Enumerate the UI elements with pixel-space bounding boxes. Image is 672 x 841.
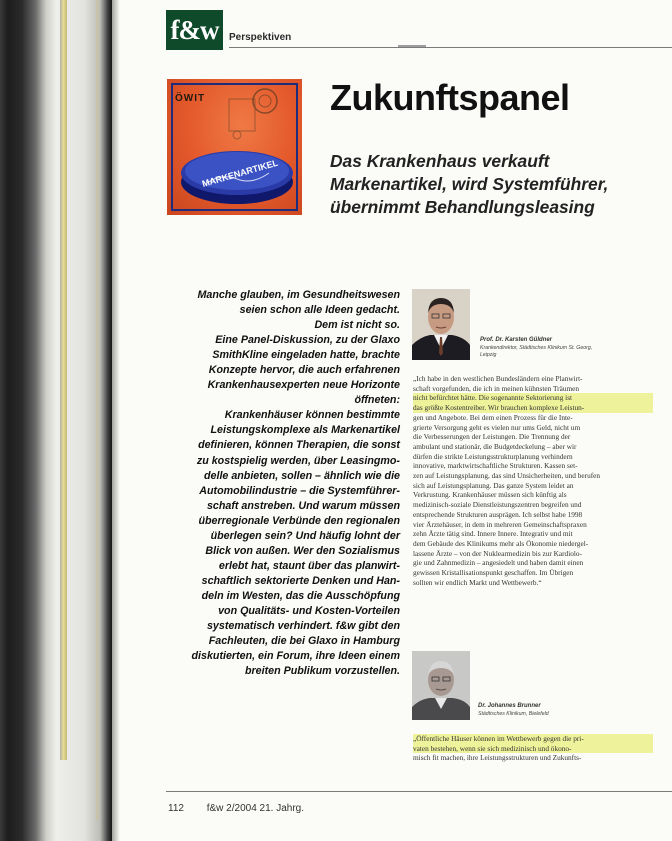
text-line: Dem ist nicht so. — [314, 319, 400, 332]
text-line: vier Ärztehäuser, in dem in mehreren Gemeinschaftspraxen — [413, 519, 587, 529]
text-line: die Verbesserungen der Leistungen. Die Trennung der — [413, 432, 571, 442]
text-line: nicht befürchtet hätte. Die sogenannte Sektorierung ist — [413, 393, 653, 403]
product-tag: ÖWIT — [175, 93, 206, 104]
text-line: SmithKline eingeladen hatte, brachte — [212, 349, 400, 362]
margin-mark — [398, 45, 426, 47]
text-line: Leistungskomplexe als Markenartikel — [210, 424, 400, 437]
text-line: Blick von außen. Wer den Sozialismus — [205, 544, 400, 557]
lead-text — [172, 288, 400, 679]
fw-logo: f&w — [166, 10, 223, 50]
text-line: „Ich habe in den westlichen Bundesländern eine Planwirt- — [413, 374, 583, 383]
text-line: grierte Versorgung geht es vielen nur ums Geld, nicht um — [413, 422, 581, 432]
text-line: delle anbieten, sollen – ähnlich wie die — [204, 469, 400, 482]
text-line: definieren, können Therapien, die sonst — [198, 439, 400, 452]
subtitle-line: Markenartikel, wird Systemführer, — [330, 174, 609, 194]
article-subtitle — [330, 150, 670, 219]
footer — [168, 803, 324, 814]
panelist-name: Prof. Dr. Karsten Güldner — [480, 337, 553, 343]
header-rule — [229, 47, 672, 48]
text-line: zehn Ärzte tätig sind. Innere Innere. Integrativ und mit — [413, 529, 573, 539]
text-line: zen auf Leistungsplanung, das sind Unsicherheiten, und berufen — [413, 471, 601, 481]
article-title: Zukunftspanel — [330, 77, 570, 118]
subtitle-line: übernimmt Behandlungsleasing — [330, 197, 595, 217]
text-line: Verkrustung. Krankenhäuser müssen sich künftig als — [413, 490, 567, 500]
text-line: von Qualitäts- und Kosten-Vorteilen — [218, 604, 400, 617]
text-line: gewissen Kristallisationspunkt geschaffen. Im Übrigen — [413, 568, 574, 578]
text-line: diskutierten, ein Forum, ihre Ideen einem — [191, 650, 400, 663]
role-line: Städtisches Klinikum, Bielefeld — [478, 711, 549, 717]
text-line: Konzepte hervor, die auch erfahrenen — [208, 364, 400, 377]
text-line: gie und Zahnmedizin – angesiedelt und haben damit einen — [413, 558, 584, 568]
panelist-name: Dr. Johannes Brunner — [478, 703, 541, 709]
text-line: deln im Westen, das die Ausschöpfung — [201, 589, 400, 602]
text-line: schaftlich sektorierte Denken und Han- — [201, 574, 400, 587]
text-line: erlebt hat, staunt über das planwirt- — [218, 559, 400, 572]
text-line: das größte Kostentreiber. Wir brauchen komplexe Leistun- — [413, 403, 653, 413]
text-line: überregionale Verbünde den regionalen — [198, 514, 400, 527]
text-line: zu kostspielig werden, über Leasingmo- — [196, 454, 400, 467]
portrait-brunner — [412, 651, 470, 720]
binding-stripe — [60, 0, 67, 760]
text-line: öffneten: — [354, 394, 400, 407]
text-line: systematisch verhindert. f&w gibt den — [206, 620, 400, 633]
panelist-role — [480, 345, 592, 359]
text-line: entsprechende Strukturen ausprägen. Ich selbst habe 1998 — [413, 509, 583, 519]
text-line: schaft anstreben. Und warum müssen — [206, 499, 400, 512]
text-line: schaft vorgefunden, die ich in meinen kühnsten Träumen — [413, 383, 580, 393]
text-line: Manche glauben, im Gesundheitswesen — [197, 289, 400, 301]
footer-rule — [166, 791, 672, 792]
page-shadow — [112, 0, 120, 841]
text-line: überlegen sein? Und häufig lohnt der — [210, 529, 400, 542]
product-illustration — [167, 79, 302, 215]
text-line: gen und Angebote. Bei dem einen Prozess für die Inte- — [413, 412, 573, 422]
text-line: Eine Panel-Diskussion, zu der Glaxo — [215, 334, 400, 347]
text-line: medizinisch-soziale Dienstleistungszentren begreifen und — [413, 500, 582, 510]
text-line: Krankenhausexperten neue Horizonte — [207, 379, 400, 392]
text-line: Fachleuten, die bei Glaxo in Hamburg — [208, 635, 400, 648]
text-line: Krankenhäuser können bestimmte — [224, 409, 400, 422]
product-photo — [167, 79, 302, 215]
text-line: breiten Publikum vorzustellen. — [244, 665, 400, 678]
portrait-guldner — [412, 289, 470, 360]
page-number: 112 — [168, 803, 184, 814]
text-line: dem Gebäude des Klinikums mehr als Ökonomie niedergel- — [413, 538, 589, 548]
binding-edge — [96, 0, 99, 820]
text-line: Automobilindustrie – die Systemführer- — [199, 484, 400, 497]
text-line: „Öffentliche Häuser können im Wettbewerb gegen die pri- — [413, 734, 653, 744]
text-line: sollten wir endlich Markt und Wettbewerb.“ — [413, 577, 542, 587]
lid-text: MARKENARTIKEL — [200, 157, 280, 189]
section-label: Perspektiven — [229, 32, 292, 43]
text-line: sich auf Leistungsplanung. Das ganze System leidet an — [413, 480, 574, 490]
subtitle-line: Das Krankenhaus verkauft — [330, 151, 550, 171]
text-line: lassene Ärzte – von der Nuklearmedizin bis zur Kardiolo- — [413, 548, 582, 558]
panelist-role — [478, 711, 549, 718]
text-line: innovative, marktwirtschaftliche Strukturen. Kassen set- — [413, 461, 578, 471]
panelist-quote — [413, 734, 653, 763]
text-line: ambulant und stationär, die Budgetdeckelung – aber wir — [413, 441, 577, 451]
panelist-quote — [413, 374, 653, 587]
text-line: misch fit machen, ihre Leistungsstrukturen und Zukunfts- — [413, 753, 582, 763]
text-line: seien schon alle Ideen gedacht. — [239, 304, 400, 317]
text-line: vaten bestehen, wenn sie sich medizinisch und ökono- — [413, 744, 653, 754]
role-line: Krankendirektor, Städtisches Klinikum St. Georg, — [480, 345, 593, 351]
issue-info: f&w 2/2004 21. Jahrg. — [206, 803, 305, 814]
role-line: Leipzig — [480, 352, 497, 358]
text-line: dürfen die strikte Leistungsstrukturplanung verhindern — [413, 451, 573, 461]
